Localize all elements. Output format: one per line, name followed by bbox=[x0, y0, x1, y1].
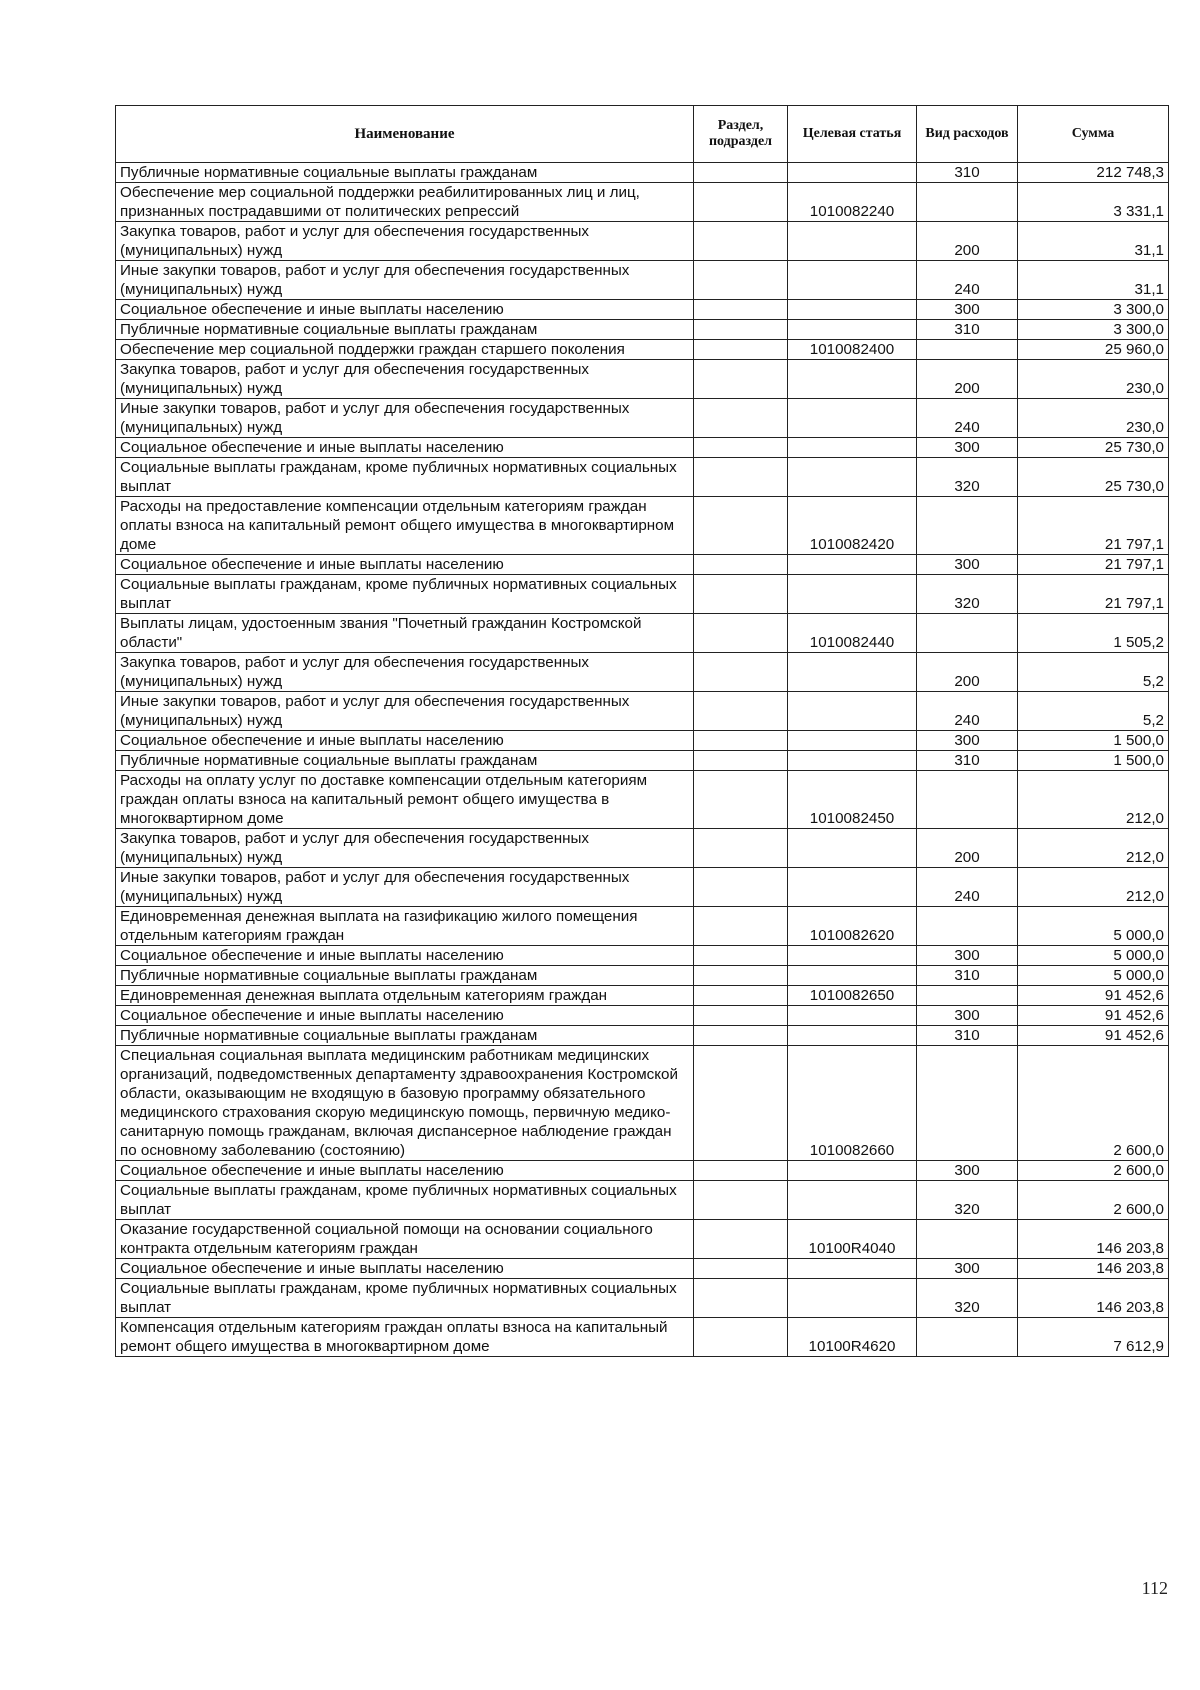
cell-section bbox=[694, 1026, 788, 1046]
cell-kind: 310 bbox=[917, 320, 1018, 340]
cell-name: Социальные выплаты гражданам, кроме публичных нормативных социальных выплат bbox=[116, 1181, 694, 1220]
cell-name: Иные закупки товаров, работ и услуг для обеспечения государственных (муниципальных) нужд bbox=[116, 399, 694, 438]
table-row bbox=[116, 731, 1169, 751]
table-row bbox=[116, 1026, 1169, 1046]
cell-name: Публичные нормативные социальные выплаты гражданам bbox=[116, 966, 694, 986]
cell-section bbox=[694, 751, 788, 771]
cell-kind bbox=[917, 771, 1018, 829]
cell-section bbox=[694, 731, 788, 751]
cell-target bbox=[788, 399, 917, 438]
cell-kind: 200 bbox=[917, 222, 1018, 261]
cell-sum: 3 300,0 bbox=[1018, 300, 1169, 320]
cell-sum: 25 960,0 bbox=[1018, 340, 1169, 360]
cell-sum: 21 797,1 bbox=[1018, 555, 1169, 575]
cell-sum: 21 797,1 bbox=[1018, 575, 1169, 614]
cell-target bbox=[788, 222, 917, 261]
cell-name: Социальное обеспечение и иные выплаты населению bbox=[116, 555, 694, 575]
header-section: Раздел, подраздел bbox=[694, 106, 788, 163]
cell-kind bbox=[917, 497, 1018, 555]
table-row bbox=[116, 458, 1169, 497]
cell-target bbox=[788, 868, 917, 907]
table-row bbox=[116, 1181, 1169, 1220]
cell-target: 1010082660 bbox=[788, 1046, 917, 1161]
cell-kind bbox=[917, 1318, 1018, 1357]
table-row bbox=[116, 222, 1169, 261]
cell-sum: 2 600,0 bbox=[1018, 1161, 1169, 1181]
cell-kind: 300 bbox=[917, 731, 1018, 751]
cell-sum: 2 600,0 bbox=[1018, 1181, 1169, 1220]
cell-kind bbox=[917, 907, 1018, 946]
cell-target: 1010082650 bbox=[788, 986, 917, 1006]
cell-kind bbox=[917, 183, 1018, 222]
cell-target bbox=[788, 1006, 917, 1026]
cell-target: 1010082440 bbox=[788, 614, 917, 653]
cell-target bbox=[788, 320, 917, 340]
table-row bbox=[116, 868, 1169, 907]
cell-target: 1010082620 bbox=[788, 907, 917, 946]
table-row bbox=[116, 829, 1169, 868]
table-row bbox=[116, 653, 1169, 692]
cell-section bbox=[694, 946, 788, 966]
cell-section bbox=[694, 653, 788, 692]
cell-sum: 5 000,0 bbox=[1018, 966, 1169, 986]
cell-name: Социальное обеспечение и иные выплаты населению bbox=[116, 438, 694, 458]
cell-section bbox=[694, 183, 788, 222]
cell-kind: 320 bbox=[917, 458, 1018, 497]
cell-target bbox=[788, 458, 917, 497]
table-row bbox=[116, 1046, 1169, 1161]
cell-section bbox=[694, 1318, 788, 1357]
table-row bbox=[116, 183, 1169, 222]
cell-sum: 1 500,0 bbox=[1018, 751, 1169, 771]
cell-kind bbox=[917, 340, 1018, 360]
cell-section bbox=[694, 1006, 788, 1026]
cell-section bbox=[694, 1259, 788, 1279]
cell-name: Социальное обеспечение и иные выплаты населению bbox=[116, 1161, 694, 1181]
table-row bbox=[116, 555, 1169, 575]
cell-target bbox=[788, 751, 917, 771]
cell-target bbox=[788, 829, 917, 868]
header-sum: Сумма bbox=[1018, 106, 1169, 163]
cell-section bbox=[694, 771, 788, 829]
cell-name: Социальные выплаты гражданам, кроме публичных нормативных социальных выплат bbox=[116, 458, 694, 497]
table-row bbox=[116, 614, 1169, 653]
cell-target: 1010082400 bbox=[788, 340, 917, 360]
table-row bbox=[116, 163, 1169, 183]
cell-sum: 25 730,0 bbox=[1018, 438, 1169, 458]
cell-kind: 300 bbox=[917, 300, 1018, 320]
table-row bbox=[116, 360, 1169, 399]
cell-target bbox=[788, 731, 917, 751]
cell-kind: 300 bbox=[917, 438, 1018, 458]
cell-target bbox=[788, 575, 917, 614]
header-name: Наименование bbox=[116, 106, 694, 163]
cell-sum: 91 452,6 bbox=[1018, 986, 1169, 1006]
cell-name: Выплаты лицам, удостоенным звания "Почетный гражданин Костромской области" bbox=[116, 614, 694, 653]
cell-section bbox=[694, 614, 788, 653]
cell-name: Иные закупки товаров, работ и услуг для обеспечения государственных (муниципальных) нужд bbox=[116, 868, 694, 907]
table-row bbox=[116, 1006, 1169, 1026]
cell-name: Социальные выплаты гражданам, кроме публичных нормативных социальных выплат bbox=[116, 1279, 694, 1318]
cell-name: Социальное обеспечение и иные выплаты населению bbox=[116, 731, 694, 751]
cell-name: Социальные выплаты гражданам, кроме публичных нормативных социальных выплат bbox=[116, 575, 694, 614]
cell-kind: 310 bbox=[917, 1026, 1018, 1046]
cell-sum: 5 000,0 bbox=[1018, 946, 1169, 966]
cell-name: Оказание государственной социальной помощи на основании социального контракта отдельным категориям граждан bbox=[116, 1220, 694, 1259]
table-row bbox=[116, 399, 1169, 438]
cell-section bbox=[694, 1279, 788, 1318]
cell-sum: 146 203,8 bbox=[1018, 1259, 1169, 1279]
cell-sum: 212 748,3 bbox=[1018, 163, 1169, 183]
cell-sum: 1 505,2 bbox=[1018, 614, 1169, 653]
cell-sum: 7 612,9 bbox=[1018, 1318, 1169, 1357]
header-target: Целевая статья bbox=[788, 106, 917, 163]
cell-target: 1010082240 bbox=[788, 183, 917, 222]
cell-name: Закупка товаров, работ и услуг для обеспечения государственных (муниципальных) нужд bbox=[116, 360, 694, 399]
cell-sum: 2 600,0 bbox=[1018, 1046, 1169, 1161]
table-row bbox=[116, 751, 1169, 771]
cell-sum: 212,0 bbox=[1018, 829, 1169, 868]
table-row bbox=[116, 1259, 1169, 1279]
table-row bbox=[116, 1161, 1169, 1181]
cell-name: Закупка товаров, работ и услуг для обеспечения государственных (муниципальных) нужд bbox=[116, 222, 694, 261]
cell-section bbox=[694, 340, 788, 360]
table-row bbox=[116, 1279, 1169, 1318]
cell-section bbox=[694, 1181, 788, 1220]
cell-sum: 212,0 bbox=[1018, 868, 1169, 907]
table-row bbox=[116, 340, 1169, 360]
cell-kind: 300 bbox=[917, 1161, 1018, 1181]
table-row bbox=[116, 771, 1169, 829]
cell-sum: 230,0 bbox=[1018, 399, 1169, 438]
cell-sum: 146 203,8 bbox=[1018, 1279, 1169, 1318]
table-row bbox=[116, 966, 1169, 986]
cell-target bbox=[788, 692, 917, 731]
cell-target bbox=[788, 300, 917, 320]
cell-kind: 300 bbox=[917, 1006, 1018, 1026]
table-row bbox=[116, 261, 1169, 300]
cell-target bbox=[788, 653, 917, 692]
table-header-row bbox=[116, 106, 1169, 163]
table-row bbox=[116, 1220, 1169, 1259]
cell-kind: 310 bbox=[917, 751, 1018, 771]
cell-section bbox=[694, 575, 788, 614]
cell-sum: 25 730,0 bbox=[1018, 458, 1169, 497]
cell-name: Социальное обеспечение и иные выплаты населению bbox=[116, 1006, 694, 1026]
table-row bbox=[116, 438, 1169, 458]
cell-section bbox=[694, 163, 788, 183]
cell-sum: 1 500,0 bbox=[1018, 731, 1169, 751]
cell-kind: 300 bbox=[917, 946, 1018, 966]
table-row bbox=[116, 946, 1169, 966]
cell-sum: 230,0 bbox=[1018, 360, 1169, 399]
header-kind: Вид расходов bbox=[917, 106, 1018, 163]
cell-target bbox=[788, 1181, 917, 1220]
cell-kind: 200 bbox=[917, 653, 1018, 692]
cell-section bbox=[694, 300, 788, 320]
cell-name: Расходы на предоставление компенсации отдельным категориям граждан оплаты взноса на капитальный ремонт общего имущества в многоквартирном доме bbox=[116, 497, 694, 555]
cell-target bbox=[788, 966, 917, 986]
cell-kind: 310 bbox=[917, 966, 1018, 986]
cell-sum: 91 452,6 bbox=[1018, 1026, 1169, 1046]
cell-target bbox=[788, 261, 917, 300]
cell-target bbox=[788, 1026, 917, 1046]
table-row bbox=[116, 907, 1169, 946]
cell-name: Закупка товаров, работ и услуг для обеспечения государственных (муниципальных) нужд bbox=[116, 653, 694, 692]
cell-target bbox=[788, 555, 917, 575]
cell-kind: 300 bbox=[917, 555, 1018, 575]
cell-sum: 5,2 bbox=[1018, 692, 1169, 731]
table-row bbox=[116, 1318, 1169, 1357]
cell-section bbox=[694, 692, 788, 731]
cell-name: Социальное обеспечение и иные выплаты населению bbox=[116, 1259, 694, 1279]
cell-kind bbox=[917, 986, 1018, 1006]
cell-target bbox=[788, 1279, 917, 1318]
cell-name: Единовременная денежная выплата на газификацию жилого помещения отдельным категориям граждан bbox=[116, 907, 694, 946]
table-row bbox=[116, 575, 1169, 614]
cell-name: Обеспечение мер социальной поддержки граждан старшего поколения bbox=[116, 340, 694, 360]
cell-name: Единовременная денежная выплата отдельным категориям граждан bbox=[116, 986, 694, 1006]
cell-target: 10100R4620 bbox=[788, 1318, 917, 1357]
cell-target: 10100R4040 bbox=[788, 1220, 917, 1259]
cell-target bbox=[788, 1259, 917, 1279]
cell-target: 1010082450 bbox=[788, 771, 917, 829]
page-number: 112 bbox=[1141, 1578, 1168, 1598]
cell-name: Иные закупки товаров, работ и услуг для обеспечения государственных (муниципальных) нужд bbox=[116, 261, 694, 300]
cell-sum: 31,1 bbox=[1018, 222, 1169, 261]
cell-name: Иные закупки товаров, работ и услуг для обеспечения государственных (муниципальных) нужд bbox=[116, 692, 694, 731]
budget-table bbox=[115, 105, 1169, 1357]
cell-target bbox=[788, 438, 917, 458]
cell-name: Публичные нормативные социальные выплаты гражданам bbox=[116, 163, 694, 183]
cell-section bbox=[694, 320, 788, 340]
cell-section bbox=[694, 261, 788, 300]
cell-kind: 320 bbox=[917, 1181, 1018, 1220]
cell-name: Публичные нормативные социальные выплаты гражданам bbox=[116, 751, 694, 771]
cell-name: Социальное обеспечение и иные выплаты населению bbox=[116, 946, 694, 966]
cell-name: Обеспечение мер социальной поддержки реабилитированных лиц и лиц, признанных пострадавшими от политических репрессий bbox=[116, 183, 694, 222]
cell-sum: 5 000,0 bbox=[1018, 907, 1169, 946]
cell-sum: 3 331,1 bbox=[1018, 183, 1169, 222]
table-body bbox=[116, 163, 1169, 1357]
cell-section bbox=[694, 1046, 788, 1161]
cell-name: Расходы на оплату услуг по доставке компенсации отдельным категориям граждан оплаты взноса на капитальный ремонт общего имущества в многоквартирном доме bbox=[116, 771, 694, 829]
cell-name: Социальное обеспечение и иные выплаты населению bbox=[116, 300, 694, 320]
cell-kind: 200 bbox=[917, 829, 1018, 868]
cell-sum: 3 300,0 bbox=[1018, 320, 1169, 340]
table-row bbox=[116, 320, 1169, 340]
cell-section bbox=[694, 966, 788, 986]
cell-kind bbox=[917, 614, 1018, 653]
cell-kind: 240 bbox=[917, 692, 1018, 731]
cell-kind: 200 bbox=[917, 360, 1018, 399]
cell-section bbox=[694, 1220, 788, 1259]
cell-section bbox=[694, 555, 788, 575]
cell-section bbox=[694, 907, 788, 946]
cell-target bbox=[788, 163, 917, 183]
cell-kind: 320 bbox=[917, 575, 1018, 614]
cell-kind: 300 bbox=[917, 1259, 1018, 1279]
cell-sum: 5,2 bbox=[1018, 653, 1169, 692]
cell-name: Специальная социальная выплата медицинским работникам медицинских организаций, подведомственных департаменту здравоохранения Костромской области, оказывающим не входящую в базовую программу обязательного медицинского страхования скорую медицинскую помощь, первичную медико-санитарную помощь гражданам, включая диспансерное наблюдение граждан по основному заболеванию (состоянию) bbox=[116, 1046, 694, 1161]
cell-kind bbox=[917, 1046, 1018, 1161]
cell-section bbox=[694, 360, 788, 399]
cell-kind: 310 bbox=[917, 163, 1018, 183]
cell-name: Компенсация отдельным категориям граждан оплаты взноса на капитальный ремонт общего имущества в многоквартирном доме bbox=[116, 1318, 694, 1357]
cell-kind: 240 bbox=[917, 261, 1018, 300]
cell-section bbox=[694, 986, 788, 1006]
cell-section bbox=[694, 458, 788, 497]
cell-name: Публичные нормативные социальные выплаты гражданам bbox=[116, 1026, 694, 1046]
cell-section bbox=[694, 829, 788, 868]
cell-kind: 320 bbox=[917, 1279, 1018, 1318]
cell-section bbox=[694, 399, 788, 438]
cell-target bbox=[788, 1161, 917, 1181]
cell-section bbox=[694, 1161, 788, 1181]
cell-kind: 240 bbox=[917, 399, 1018, 438]
table-row bbox=[116, 300, 1169, 320]
cell-section bbox=[694, 868, 788, 907]
cell-sum: 146 203,8 bbox=[1018, 1220, 1169, 1259]
cell-name: Публичные нормативные социальные выплаты гражданам bbox=[116, 320, 694, 340]
cell-kind bbox=[917, 1220, 1018, 1259]
cell-target bbox=[788, 946, 917, 966]
cell-sum: 212,0 bbox=[1018, 771, 1169, 829]
cell-section bbox=[694, 438, 788, 458]
table-row bbox=[116, 497, 1169, 555]
cell-sum: 31,1 bbox=[1018, 261, 1169, 300]
cell-section bbox=[694, 222, 788, 261]
cell-kind: 240 bbox=[917, 868, 1018, 907]
cell-target bbox=[788, 360, 917, 399]
cell-target: 1010082420 bbox=[788, 497, 917, 555]
cell-name: Закупка товаров, работ и услуг для обеспечения государственных (муниципальных) нужд bbox=[116, 829, 694, 868]
table-row bbox=[116, 692, 1169, 731]
cell-sum: 91 452,6 bbox=[1018, 1006, 1169, 1026]
cell-sum: 21 797,1 bbox=[1018, 497, 1169, 555]
table-row bbox=[116, 986, 1169, 1006]
cell-section bbox=[694, 497, 788, 555]
